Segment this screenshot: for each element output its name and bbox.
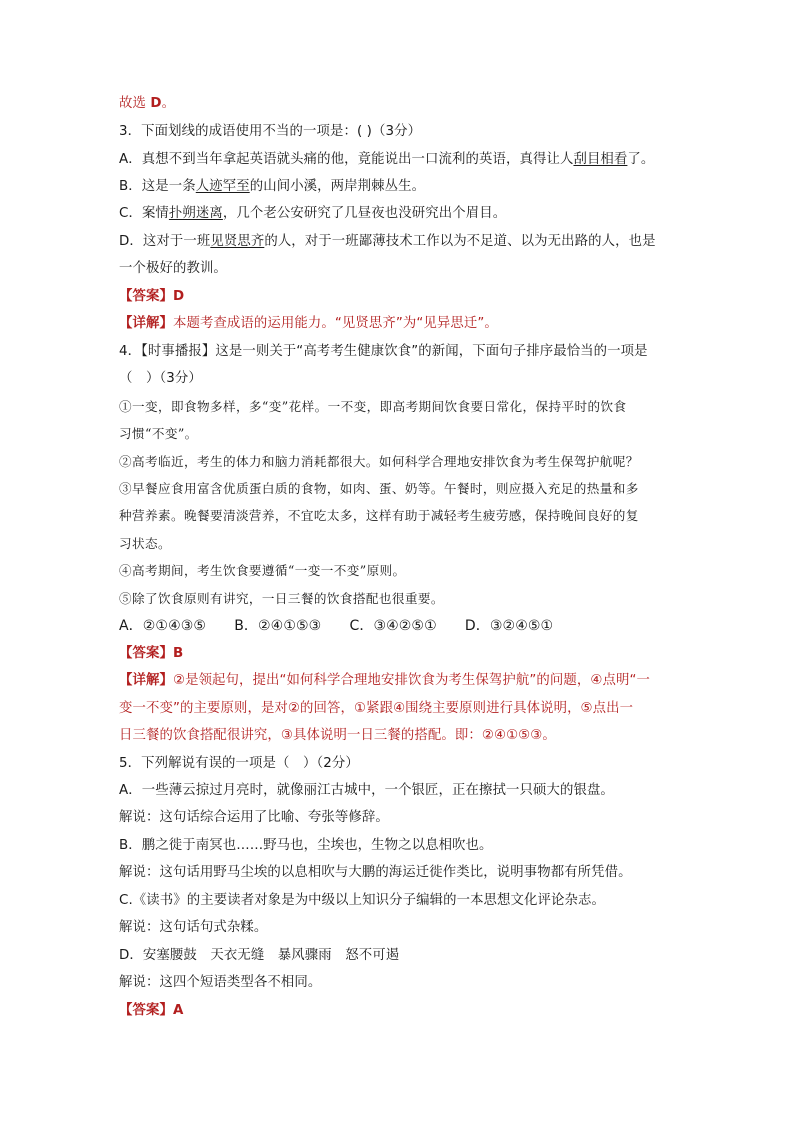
q4-stem-line1: 4．【时事播报】这是一则关于“高考考生健康饮食”的新闻，下面句子排序最恰当的一项是	[119, 344, 648, 359]
q3-option-b: B．这是一条人迹罕至的山间小溪，两岸荆棘丛生。	[119, 179, 426, 194]
conclusion-answer: D	[150, 96, 162, 111]
q3-option-a: A．真想不到当年拿起英语就头痛的他，竟能说出一口流利的英语，真得让人刮目相看了。	[119, 152, 655, 167]
q5-answer: 【答案】A	[119, 1003, 184, 1018]
q4-detail-line3: 日三餐的饮食搭配很讲究，③具体说明一日三餐的搭配。即：②④①⑤③。	[119, 728, 556, 743]
q3-option-c: C．案情扑朔迷离，几个老公安研究了几昼夜也没研究出个眉目。	[119, 206, 507, 221]
conclusion-prefix: 故选	[119, 96, 151, 111]
q5-explanation-c: 解说：这句话句式杂糅。	[119, 920, 268, 935]
q5-explanation-d: 解说：这四个短语类型各不相同。	[119, 975, 322, 990]
q4-stem-line2: （ ）（3分）	[119, 371, 202, 386]
q4-sentence-2: ②高考临近，考生的体力和脑力消耗都很大。如何科学合理地安排饮食为考生保驾护航呢？	[119, 454, 639, 469]
q4-sentence-1b: 习惯“不变”。	[119, 426, 198, 441]
q4-detail-line1: 【详解】②是领起句，提出“如何科学合理地安排饮食为考生保驾护航”的问题，④点明“一	[119, 673, 650, 688]
q5-explanation-b: 解说：这句话用野马尘埃的以息相吹与大鹏的海运迁徙作类比，说明事物都有所凭借。	[119, 865, 632, 880]
q3-option-d-line1: D．这对于一班见贤思齐的人，对于一班鄙薄技术工作以为不足道、以为无出路的人，也是	[119, 234, 656, 249]
q5-option-d: D．安塞腰鼓 天衣无缝 暴风骤雨 怒不可遏	[119, 948, 400, 963]
q5-explanation-a: 解说：这句话综合运用了比喻、夸张等修辞。	[119, 810, 389, 825]
q5-option-a: A．一些薄云掠过月亮时，就像丽江古城中，一个银匠，正在擦拭一只硕大的银盘。	[119, 783, 614, 798]
q4-sentence-5: ⑤除了饮食原则有讲究，一日三餐的饮食搭配也很重要。	[119, 591, 444, 606]
q4-sentence-3a: ③早餐应食用富含优质蛋白质的食物，如肉、蛋、奶等。午餐时，则应摄入充足的热量和多	[119, 481, 639, 496]
q3-stem: 3．下面划线的成语使用不当的一项是：( )（3分）	[119, 124, 422, 139]
underlined-idiom: 扑朔迷离	[168, 206, 223, 221]
q4-answer: 【答案】B	[119, 646, 184, 661]
conclusion-period: 。	[161, 96, 176, 111]
q5-stem: 5．下列解说有误的一项是（ ）（2分）	[119, 756, 359, 771]
q3-detail: 【详解】本题考查成语的运用能力。“见贤思齐”为“见异思迁”。	[119, 316, 498, 331]
q4-sentence-3b: 种营养素。晚餐要清淡营养，不宜吃太多，这样有助于减轻考生疲劳感，保持晚间良好的复	[119, 508, 639, 523]
underlined-idiom: 刮目相看	[573, 152, 628, 167]
q3-option-d-line2: 一个极好的教训。	[119, 261, 227, 276]
q4-sentence-1a: ①一变，即食物多样，多“变”花样。一不变，即高考期间饮食要日常化，保持平时的饮食	[119, 399, 627, 414]
q3-answer: 【答案】D	[119, 289, 185, 304]
q4-options: A．②①④③⑤ B．②④①⑤③ C．③④②⑤① D．③②④⑤①	[119, 618, 554, 634]
q4-detail-line2: 变一不变”的主要原则，是对②的回答，①紧跟④围绕主要原则进行具体说明，⑤点出一	[119, 701, 634, 716]
q4-sentence-3c: 习状态。	[119, 536, 171, 551]
underlined-idiom: 见贤思齐	[210, 234, 265, 249]
q5-option-c: C.《读书》的主要读者对象是为中级以上知识分子编辑的一本思想文化评论杂志。	[119, 893, 605, 908]
q4-sentence-4: ④高考期间，考生饮食要遵循“一变一不变”原则。	[119, 563, 406, 578]
q5-option-b: B．鹏之徙于南冥也……野马也，尘埃也，生物之以息相吹也。	[119, 838, 493, 853]
q2-conclusion	[119, 96, 175, 112]
underlined-idiom: 人迹罕至	[195, 179, 250, 194]
